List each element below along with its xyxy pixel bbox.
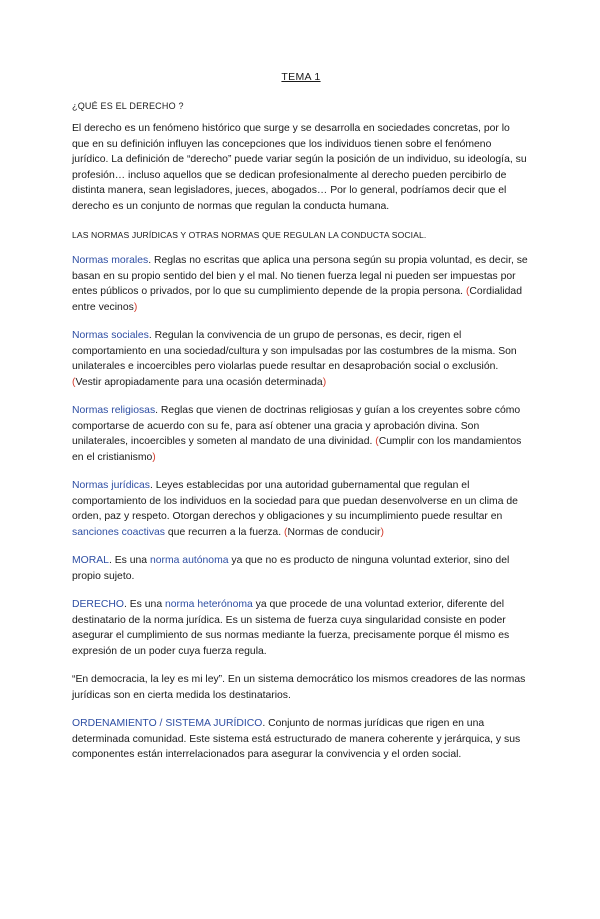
example-text: Cordialidad entre vecinos <box>72 286 522 313</box>
term-normas-juridicas: Normas jurídicas <box>72 480 150 491</box>
example-paren: ) <box>380 526 384 538</box>
definition-text: que recurren a la fuerza. <box>165 526 284 538</box>
document-page <box>0 71 600 919</box>
term-ordenamiento: ORDENAMIENTO / SISTEMA JURÍDICO <box>72 718 263 729</box>
paragraph-moral <box>72 553 530 584</box>
definition-text: . Leyes establecidas por una autoridad gubernamental que regulan el comportamiento de los individuos en la sociedad para que puedan desenvolverse en un clima de orden, paz y respeto. Otorgan derechos y obligaciones y su incumplimiento puede resultar en <box>72 480 518 522</box>
intro-paragraph: El derecho es un fenómeno histórico que surge y se desarrolla en sociedades concretas, por lo que en su definición influyen las concepciones que los individuos tienen sobre el fenómeno jurídico. La definición de “derecho” puede variar según la posición de un individuo, su ideología, su profesión… incluso aquellos que se dedican profesionalmente al derecho pueden percibirlo de distinta manera, sean legisladores, jueces, abogados… Por lo general, podríamos decir que el derecho es un conjunto de normas que regulan la conducta humana. <box>72 123 527 212</box>
example-paren: ) <box>133 301 138 313</box>
paragraph-ordenamiento <box>72 716 530 763</box>
example-paren: ) <box>322 376 327 388</box>
paragraph-quote: “En democracia, la ley es mi ley”. En un sistema democrático los mismos creadores de las normas jurídicas son en cierta medida los destinatarios. <box>72 674 526 701</box>
term-normas-religiosas: Normas religiosas <box>72 405 156 416</box>
paragraph-normas-juridicas <box>72 478 530 540</box>
example-text: Normas de conducir <box>287 526 381 538</box>
term-derecho: DERECHO <box>72 599 124 610</box>
highlight-norma-heteronoma: norma heterónoma <box>164 599 253 610</box>
example-paren: ) <box>152 451 156 463</box>
paragraph-derecho <box>72 597 530 659</box>
paragraph-normas-religiosas <box>72 403 530 465</box>
definition-text: . Conjunto de normas jurídicas que rigen en una determinada comunidad. Este sistema está estructurado de manera coherente y jerárquica, y sus componentes están interrelacionados para asegurar la convivencia y el orden social. <box>72 718 521 760</box>
highlight-norma-autonoma: norma autónoma <box>149 555 229 566</box>
definition-text: . Reglas que vienen de doctrinas religiosas y guían a los creyentes sobre cómo comportarse de acuerdo con su fe, para así obtener una gracia y aprobación divina. Son unilaterales, incoercibles y someten al mandato de una divinidad. <box>72 405 521 447</box>
highlight-sanciones-coactivas: sanciones coactivas <box>72 526 165 538</box>
example-paren: ( <box>72 376 76 388</box>
paragraph-normas-sociales <box>72 328 530 390</box>
definition-text: . Regulan la convivencia de un grupo de personas, es decir, rigen el comportamiento en una sociedad/cultura y son impulsadas por las costumbres de la misma. Son unilaterales e incoercibles pero violarlas puede resultar en desaprobación social o exclusión. <box>72 330 517 372</box>
example-text: Cumplir con los mandamientos en el cristianismo <box>72 436 522 463</box>
page-title: TEMA 1 <box>281 71 321 83</box>
example-paren: ( <box>375 436 379 447</box>
definition-text: . Es una <box>123 599 165 610</box>
definition-text: . Es una <box>108 555 150 566</box>
example-paren: ( <box>283 526 288 538</box>
definition-text: ya que no es producto de ninguna voluntad exterior, sino del propio sujeto. <box>72 555 510 582</box>
term-normas-morales: Normas morales <box>72 255 149 266</box>
paragraph-normas-morales <box>72 253 530 315</box>
term-normas-sociales: Normas sociales <box>72 330 149 341</box>
section-subheading: LAS NORMAS JURÍDICAS Y OTRAS NORMAS QUE REGULAN LA CONDUCTA SOCIAL. <box>72 230 427 240</box>
example-paren: ( <box>465 286 470 297</box>
definition-text: . Reglas no escritas que aplica una persona según su propia voluntad, es decir, se basan en su propio sentido del bien y el mal. No tienen fuerza legal ni pueden ser impuestas por entes públicos o privados, por lo que su cumplimiento depende de la propia persona. <box>72 255 528 297</box>
term-moral: MORAL <box>72 555 109 566</box>
section-question: ¿QUÉ ES EL DERECHO ? <box>72 101 184 111</box>
definition-text: ya que procede de una voluntad exterior, diferente del destinatario de la norma jurídica. Es un sistema de fuerza cuya singularidad consiste en poder asegurar el cumplimiento de sus normas mediante la fuerza, precisamente porque él mismo es expresión de un poder cuya fuerza regula. <box>72 599 510 657</box>
example-text: Vestir apropiadamente para una ocasión determinada <box>75 376 323 388</box>
